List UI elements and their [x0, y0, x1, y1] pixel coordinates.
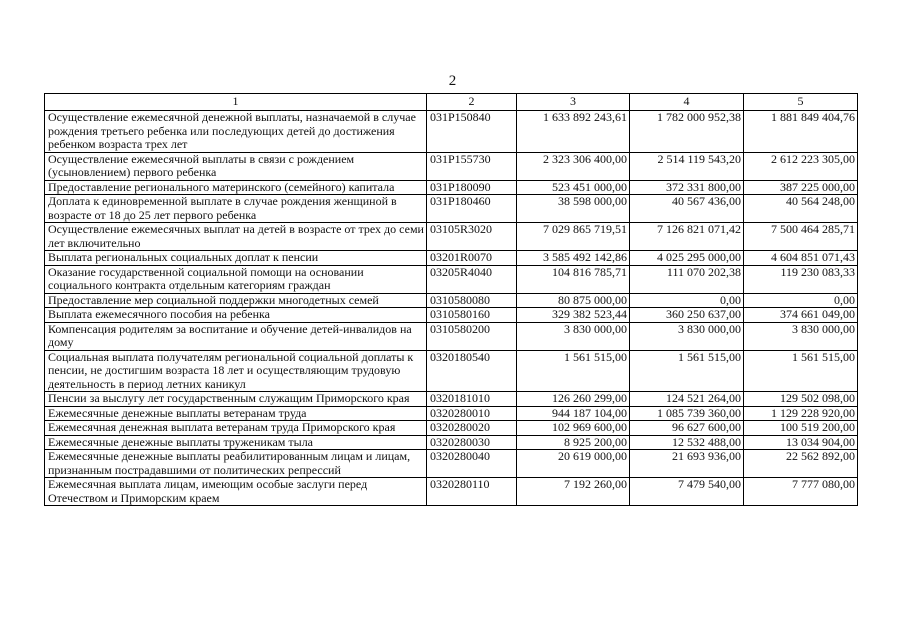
row-value-col5: 100 519 200,00 [744, 421, 858, 436]
header-col-5: 5 [744, 94, 858, 111]
row-value-col4: 7 479 540,00 [630, 478, 744, 506]
table-row [45, 478, 858, 506]
row-code-cell: 0310580200 [427, 322, 517, 350]
table-row [45, 265, 858, 293]
row-value-col4: 1 561 515,00 [630, 350, 744, 392]
row-value-col5: 7 777 080,00 [744, 478, 858, 506]
table-row [45, 111, 858, 153]
row-code-cell: 031P180090 [427, 180, 517, 195]
row-value-col3: 7 192 260,00 [517, 478, 630, 506]
row-value-col5: 0,00 [744, 293, 858, 308]
row-value-col5: 1 881 849 404,76 [744, 111, 858, 153]
row-value-col3: 1 561 515,00 [517, 350, 630, 392]
table-row [45, 435, 858, 450]
row-code-cell: 0310580160 [427, 308, 517, 323]
row-value-col3: 104 816 785,71 [517, 265, 630, 293]
row-value-col3: 3 830 000,00 [517, 322, 630, 350]
row-name-cell: Выплата региональных социальных доплат к пенсии [45, 251, 427, 266]
row-name-cell: Оказание государственной социальной помощи на основании социального контракта отдельным категориям граждан [45, 265, 427, 293]
table-row [45, 293, 858, 308]
row-name-cell: Ежемесячные денежные выплаты реабилитированным лицам и лицам, признанным пострадавшими от политических репрессий [45, 450, 427, 478]
row-code-cell: 0320280030 [427, 435, 517, 450]
row-name-cell: Осуществление ежемесячной денежной выплаты, назначаемой в случае рождения третьего ребенка или последующих детей до достижения ребенком возраста трех лет [45, 111, 427, 153]
row-value-col3: 2 323 306 400,00 [517, 152, 630, 180]
row-code-cell: 03205R4040 [427, 265, 517, 293]
row-name-cell: Социальная выплата получателям региональной социальной доплаты к пенсии, не достигшим возраста 18 лет и осуществляющим трудовую деятельность в период летних каникул [45, 350, 427, 392]
row-code-cell: 0310580080 [427, 293, 517, 308]
table-row [45, 223, 858, 251]
row-name-cell: Ежемесячные денежные выплаты ветеранам труда [45, 406, 427, 421]
row-value-col4: 2 514 119 543,20 [630, 152, 744, 180]
row-value-col3: 944 187 104,00 [517, 406, 630, 421]
row-name-cell: Осуществление ежемесячной выплаты в связи с рождением (усыновлением) первого ребенка [45, 152, 427, 180]
row-value-col4: 12 532 488,00 [630, 435, 744, 450]
row-value-col4: 360 250 637,00 [630, 308, 744, 323]
row-value-col5: 1 129 228 920,00 [744, 406, 858, 421]
row-name-cell: Осуществление ежемесячных выплат на детей в возрасте от трех до семи лет включительно [45, 223, 427, 251]
row-value-col5: 13 034 904,00 [744, 435, 858, 450]
row-value-col4: 111 070 202,38 [630, 265, 744, 293]
row-value-col5: 22 562 892,00 [744, 450, 858, 478]
row-value-col3: 7 029 865 719,51 [517, 223, 630, 251]
table-row [45, 450, 858, 478]
row-code-cell: 0320280040 [427, 450, 517, 478]
table-row [45, 308, 858, 323]
row-name-cell: Ежемесячная выплата лицам, имеющим особые заслуги перед Отечеством и Приморским краем [45, 478, 427, 506]
row-name-cell: Выплата ежемесячного пособия на ребенка [45, 308, 427, 323]
table-header-row [45, 94, 858, 111]
row-name-cell: Предоставление мер социальной поддержки многодетных семей [45, 293, 427, 308]
header-col-3: 3 [517, 94, 630, 111]
page-number: 2 [448, 73, 457, 89]
row-code-cell: 031P180460 [427, 195, 517, 223]
table-row [45, 406, 858, 421]
row-name-cell: Ежемесячная денежная выплата ветеранам труда Приморского края [45, 421, 427, 436]
table-row [45, 152, 858, 180]
table-row [45, 195, 858, 223]
header-col-2: 2 [427, 94, 517, 111]
row-value-col3: 102 969 600,00 [517, 421, 630, 436]
row-value-col4: 124 521 264,00 [630, 392, 744, 407]
table-row [45, 421, 858, 436]
row-value-col3: 8 925 200,00 [517, 435, 630, 450]
row-value-col5: 119 230 083,33 [744, 265, 858, 293]
row-value-col5: 3 830 000,00 [744, 322, 858, 350]
header-col-1: 1 [45, 94, 427, 111]
row-value-col3: 523 451 000,00 [517, 180, 630, 195]
row-value-col4: 3 830 000,00 [630, 322, 744, 350]
row-value-col4: 1 085 739 360,00 [630, 406, 744, 421]
row-value-col4: 96 627 600,00 [630, 421, 744, 436]
table-row [45, 322, 858, 350]
row-value-col5: 7 500 464 285,71 [744, 223, 858, 251]
row-value-col4: 21 693 936,00 [630, 450, 744, 478]
row-value-col3: 126 260 299,00 [517, 392, 630, 407]
row-name-cell: Предоставление регионального материнского (семейного) капитала [45, 180, 427, 195]
row-value-col3: 80 875 000,00 [517, 293, 630, 308]
row-value-col5: 2 612 223 305,00 [744, 152, 858, 180]
row-name-cell: Компенсация родителям за воспитание и обучение детей-инвалидов на дому [45, 322, 427, 350]
row-value-col3: 1 633 892 243,61 [517, 111, 630, 153]
row-value-col3: 20 619 000,00 [517, 450, 630, 478]
row-value-col4: 372 331 800,00 [630, 180, 744, 195]
row-value-col5: 40 564 248,00 [744, 195, 858, 223]
row-value-col4: 40 567 436,00 [630, 195, 744, 223]
row-value-col3: 38 598 000,00 [517, 195, 630, 223]
header-col-4: 4 [630, 94, 744, 111]
row-code-cell: 03105R3020 [427, 223, 517, 251]
row-code-cell: 0320280020 [427, 421, 517, 436]
row-value-col5: 387 225 000,00 [744, 180, 858, 195]
row-value-col5: 1 561 515,00 [744, 350, 858, 392]
row-code-cell: 03201R0070 [427, 251, 517, 266]
row-value-col3: 329 382 523,44 [517, 308, 630, 323]
row-value-col4: 7 126 821 071,42 [630, 223, 744, 251]
table-row [45, 350, 858, 392]
budget-table [44, 93, 858, 506]
row-name-cell: Ежемесячные денежные выплаты труженикам тыла [45, 435, 427, 450]
row-code-cell: 0320181010 [427, 392, 517, 407]
row-value-col5: 4 604 851 071,43 [744, 251, 858, 266]
row-value-col5: 129 502 098,00 [744, 392, 858, 407]
row-code-cell: 0320280110 [427, 478, 517, 506]
table-row [45, 392, 858, 407]
row-code-cell: 0320180540 [427, 350, 517, 392]
table-row [45, 180, 858, 195]
row-value-col4: 4 025 295 000,00 [630, 251, 744, 266]
table-row [45, 251, 858, 266]
row-value-col3: 3 585 492 142,86 [517, 251, 630, 266]
row-code-cell: 0320280010 [427, 406, 517, 421]
row-name-cell: Пенсии за выслугу лет государственным служащим Приморского края [45, 392, 427, 407]
row-value-col4: 1 782 000 952,38 [630, 111, 744, 153]
row-code-cell: 031P150840 [427, 111, 517, 153]
row-value-col4: 0,00 [630, 293, 744, 308]
row-value-col5: 374 661 049,00 [744, 308, 858, 323]
row-name-cell: Доплата к единовременной выплате в случае рождения женщиной в возрасте от 18 до 25 лет первого ребенка [45, 195, 427, 223]
row-code-cell: 031P155730 [427, 152, 517, 180]
